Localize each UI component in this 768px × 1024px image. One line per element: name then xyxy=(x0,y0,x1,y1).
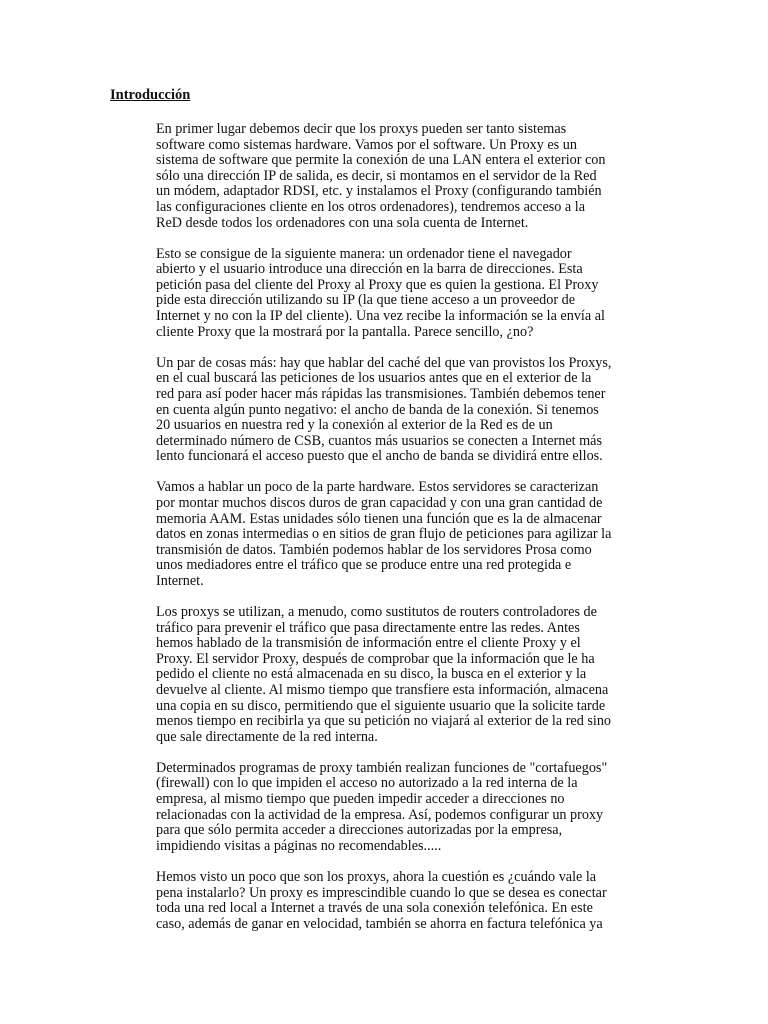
paragraph-line: transmisión de datos. También podemos hablar de los servidores Prosa como xyxy=(156,541,592,558)
paragraph-line: software como sistemas hardware. Vamos por el software. Un Proxy es un xyxy=(156,136,577,153)
paragraph-line: por montar muchos discos duros de gran capacidad y con una gran cantidad de xyxy=(156,494,603,511)
paragraph-line: menos tiempo en recibirla ya que su petición no viajará al exterior de la red sino xyxy=(156,713,612,730)
paragraph-line: una copia en su disco, permitiendo que el siguiente usuario que la solicite tarde xyxy=(156,697,606,714)
paragraph-line: petición pasa del cliente del Proxy al Proxy que es quien la gestiona. El Proxy xyxy=(156,276,599,293)
paragraph-line: 20 usuarios en nuestra red y la conexión al exterior de la Red es de un xyxy=(156,417,553,434)
paragraph-line: que sale directamente de la red interna. xyxy=(156,728,378,745)
paragraph-line: (firewall) con lo que impiden el acceso no autorizado a la red interna de la xyxy=(156,775,578,792)
paragraph-line: las configuraciones cliente en los otros ordenadores), tendremos acceso a la xyxy=(156,198,586,215)
paragraph-line: Internet y no con la IP del cliente). Una vez recibe la información se la envía al xyxy=(156,308,605,325)
paragraph xyxy=(156,480,616,589)
paragraph xyxy=(156,761,616,855)
paragraph-line: relacionadas con la actividad de la empresa. Así, podemos configurar un proxy xyxy=(156,806,604,823)
paragraph-line: en el cual buscará las peticiones de los usuarios antes que en el exterior de la xyxy=(156,370,592,387)
paragraph-line: Un par de cosas más: hay que hablar del caché del que van provistos los Proxys, xyxy=(156,354,612,371)
paragraph-line: pide esta dirección utilizando su IP (la que tiene acceso a un proveedor de xyxy=(156,292,576,309)
paragraph xyxy=(156,605,616,745)
paragraph-line: pena instalarlo? Un proxy es imprescindible cuando lo que se desea es conectar xyxy=(156,884,607,901)
paragraph-line: Determinados programas de proxy también realizan funciones de "cortafuegos" xyxy=(156,759,608,776)
paragraph-line: red para así poder hacer más rápidas las transmisiones. También debemos tener xyxy=(156,385,606,402)
paragraph xyxy=(156,247,616,341)
paragraph xyxy=(156,356,616,465)
paragraph xyxy=(156,870,616,932)
paragraph-line: ReD desde todos los ordenadores con una sola cuenta de Internet. xyxy=(156,214,529,231)
paragraph-line: memoria AAM. Estas unidades sólo tienen una función que es la de almacenar xyxy=(156,510,602,527)
paragraph-line: devuelve al cliente. Al mismo tiempo que transfiere esta información, almacena xyxy=(156,682,609,698)
paragraph-line: En primer lugar debemos decir que los proxys pueden ser tanto sistemas xyxy=(156,121,567,137)
paragraph-line: abierto y el usuario introduce una dirección en la barra de direcciones. Esta xyxy=(156,261,583,278)
paragraph-line: Hemos visto un poco que son los proxys, ahora la cuestión es ¿cuándo vale la xyxy=(156,868,597,885)
paragraph-line: hemos hablado de la transmisión de información entre el cliente Proxy y el xyxy=(156,635,581,652)
paragraph-line: empresa, al mismo tiempo que pueden impedir acceder a direcciones no xyxy=(156,791,565,808)
paragraph-line: Vamos a hablar un poco de la parte hardware. Estos servidores se caracterizan xyxy=(156,479,599,496)
paragraph-line: Los proxys se utilizan, a menudo, como sustitutos de routers controladores de xyxy=(156,604,597,621)
paragraph-line: unos mediadores entre el tráfico que se produce entre una red protegida e xyxy=(156,557,572,574)
paragraph-line: para que sólo permita acceder a direcciones autorizadas por la empresa, xyxy=(156,822,563,839)
paragraph-line: tráfico para prevenir el tráfico que pasa directamente entre las redes. Antes xyxy=(156,619,580,636)
paragraph-line: toda una red local a Internet a través de una sola conexión telefónica. En este xyxy=(156,900,593,917)
paragraph-line: determinado número de CSB, cuantos más usuarios se conecten a Internet más xyxy=(156,432,602,449)
paragraph-line: en cuenta algún punto negativo: el ancho de banda de la conexión. Si tenemos xyxy=(156,401,599,418)
paragraph-line: sólo una dirección IP de salida, es decir, si montamos en el servidor de la Red xyxy=(156,167,597,184)
paragraph-line: lento funcionará el acceso puesto que el ancho de banda se dividirá entre ellos. xyxy=(156,448,603,465)
paragraph-line: Internet. xyxy=(156,572,204,589)
paragraph-line: Esto se consigue de la siguiente manera: un ordenador tiene el navegador xyxy=(156,245,572,262)
paragraph-line: un módem, adaptador RDSI, etc. y instalamos el Proxy (configurando también xyxy=(156,183,602,200)
paragraph-line: datos en zonas intermedias o en sitios de gran flujo de peticiones para agilizar la xyxy=(156,526,612,543)
paragraph xyxy=(156,122,616,231)
body-text xyxy=(156,122,616,948)
paragraph-line: cliente Proxy que la mostrará por la pantalla. Parece sencillo, ¿no? xyxy=(156,323,534,340)
paragraph-line: pedido el cliente no está almacenada en su disco, la busca en el exterior y la xyxy=(156,666,587,683)
paragraph-line: caso, además de ganar en velocidad, también se ahorra en factura telefónica ya xyxy=(156,915,603,932)
paragraph-line: Proxy. El servidor Proxy, después de comprobar que la información que le ha xyxy=(156,650,595,667)
paragraph-line: sistema de software que permite la conexión de una LAN entera el exterior con xyxy=(156,152,606,169)
section-heading: Introducción xyxy=(110,87,191,103)
paragraph-line: impidiendo visitas a páginas no recomendables..... xyxy=(156,837,442,854)
